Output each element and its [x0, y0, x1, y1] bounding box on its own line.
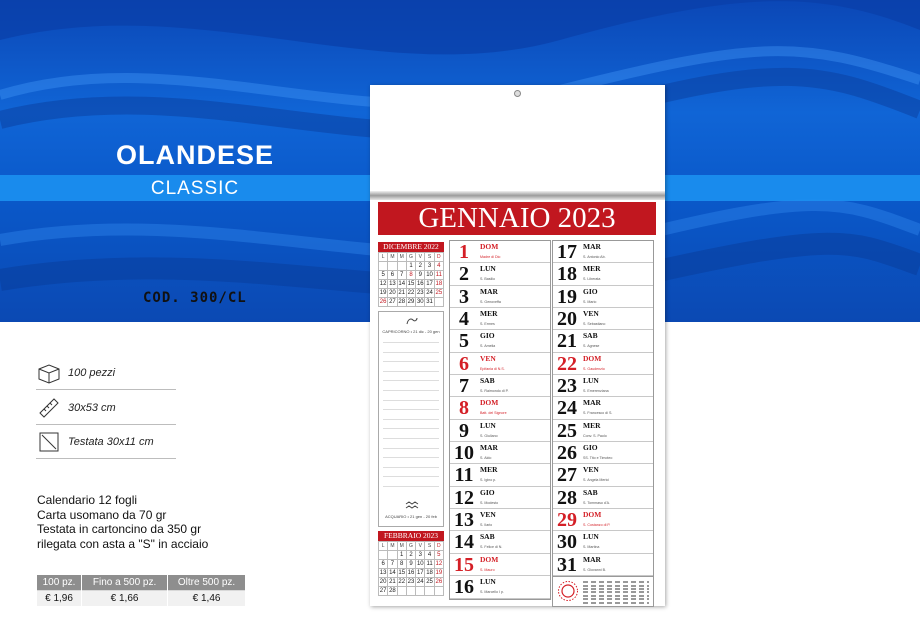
day-row — [450, 420, 550, 442]
zodiac-bottom: ACQUARIO • 21 gen - 20 feb — [385, 514, 437, 519]
saint-name: S. Basilio — [480, 277, 495, 282]
mini-day-cell: 1 — [407, 262, 416, 271]
mini-day-cell: 25 — [435, 290, 443, 296]
next-month-calendar — [378, 531, 444, 596]
day-row — [450, 576, 550, 598]
day-row — [553, 531, 653, 553]
weekday-initial: V — [416, 253, 425, 262]
day-row — [450, 241, 550, 263]
weekday-initial: D — [435, 542, 444, 551]
mini-day-cell: 20 — [389, 290, 396, 296]
day-number: 7 — [459, 375, 469, 398]
weekday-name: MER — [583, 420, 601, 430]
day-number: 21 — [557, 330, 577, 353]
day-row — [450, 442, 550, 464]
day-row — [553, 509, 653, 531]
saint-name: Conv. S. Paolo — [583, 433, 607, 438]
mini-day-cell: 12 — [435, 561, 443, 567]
weekday-initial: L — [379, 542, 388, 551]
weekday-name: LUN — [480, 264, 496, 274]
saint-name: S. Giovanni B. — [583, 567, 606, 572]
mini-day-cell: 29 — [407, 299, 415, 305]
mini-day-cell: 18 — [435, 281, 443, 287]
day-row — [553, 464, 653, 486]
saint-name: S. Igino p. — [480, 478, 497, 483]
mini-day-cell — [435, 298, 444, 307]
product-subtitle: CLASSIC — [150, 178, 240, 199]
metal-binding — [370, 191, 665, 200]
mini-day-cell: 31 — [426, 299, 433, 305]
weekday-name: SAB — [480, 532, 495, 542]
saint-name: S. Agnese — [583, 344, 600, 349]
weekday-name: DOM — [480, 398, 499, 408]
mini-day-cell: 5 — [379, 271, 388, 280]
day-number: 6 — [459, 352, 469, 375]
saint-name: S. Marcello I p. — [480, 590, 504, 595]
spec-quantity — [36, 360, 176, 390]
mini-day-cell: 20 — [379, 579, 387, 585]
day-row — [450, 464, 550, 486]
capricorn-icon — [405, 316, 419, 326]
mini-day-cell: 7 — [398, 271, 407, 280]
day-number: 26 — [557, 442, 577, 465]
saint-name: S. Francesco di S. — [583, 411, 613, 416]
day-row — [553, 353, 653, 375]
description-line: Testata in cartoncino da 350 gr — [37, 522, 202, 536]
mini-day-cell: 16 — [407, 570, 415, 576]
mini-day-cell: 14 — [398, 281, 406, 287]
weekday-name: DOM — [583, 353, 602, 363]
product-title: OLANDESE — [115, 140, 275, 170]
weekday-name: SAB — [583, 487, 598, 497]
day-number: 8 — [459, 397, 469, 420]
mini-day-cell: 2 — [416, 262, 425, 271]
weekday-initial: M — [398, 542, 407, 551]
month-heading: GENNAIO 2023 — [378, 202, 656, 235]
spec-quantity-label: 100 pezzi — [68, 367, 116, 379]
mini-day-cell: 15 — [407, 281, 415, 287]
day-number: 18 — [557, 263, 577, 286]
mini-day-cell: 27 — [379, 588, 387, 594]
day-number: 17 — [557, 241, 577, 263]
saint-name: S. Felice di N. — [480, 545, 503, 550]
weekday-name: GIO — [480, 331, 495, 341]
mini-day-cell: 13 — [389, 281, 396, 287]
saint-name: S. Martina — [583, 545, 600, 550]
mini-day-cell: 10 — [416, 561, 424, 567]
mini-day-cell: 10 — [426, 272, 433, 278]
product-code: COD. 300/CL — [143, 290, 247, 306]
mini-day-cell: 11 — [425, 560, 434, 569]
mini-day-cell — [435, 587, 444, 596]
description-line: Carta usomano da 70 gr — [37, 507, 167, 522]
day-row — [553, 330, 653, 352]
mini-day-cell: 13 — [379, 570, 387, 576]
saint-name: S. Raimondo di P. — [480, 389, 509, 394]
mini-day-cell: 15 — [398, 570, 406, 576]
mini-day-cell: 6 — [379, 560, 388, 569]
price-value: € 1,66 — [82, 590, 168, 606]
next-month-grid — [378, 541, 444, 596]
spec-header — [36, 429, 176, 459]
day-number: 12 — [454, 486, 474, 509]
saint-name: S. Mauro — [480, 567, 495, 572]
mini-day-cell: 27 — [389, 299, 396, 305]
mini-day-cell — [388, 551, 397, 560]
day-row — [553, 554, 653, 576]
saint-name: S. Angela Merici — [583, 478, 609, 483]
weekday-name: MAR — [583, 242, 601, 251]
day-row — [450, 554, 550, 576]
weekday-name: GIO — [583, 286, 598, 296]
day-number: 22 — [557, 352, 577, 375]
mini-day-cell: 23 — [407, 579, 415, 585]
weekday-name: VEN — [583, 465, 599, 475]
mini-day-cell: 18 — [426, 570, 433, 576]
day-row — [553, 397, 653, 419]
weekday-name: MER — [583, 264, 601, 274]
saint-name: S. Costanzo di P. — [583, 523, 611, 528]
weekday-name: GIO — [480, 487, 495, 497]
mini-day-cell — [379, 551, 388, 560]
mini-day-cell: 11 — [435, 271, 444, 280]
day-number: 23 — [557, 375, 577, 398]
saint-name: S. Aldo — [480, 456, 492, 461]
day-number: 29 — [557, 509, 577, 532]
day-number: 1 — [459, 241, 469, 263]
day-number: 19 — [557, 285, 577, 308]
mini-day-cell: 5 — [435, 551, 444, 560]
aquarius-icon — [405, 500, 419, 510]
weekday-name: MER — [480, 465, 498, 475]
weekday-name: VEN — [480, 510, 496, 520]
weekday-name: GIO — [583, 443, 598, 453]
mini-day-cell: 14 — [389, 570, 396, 576]
mini-day-cell: 16 — [416, 281, 424, 287]
day-number: 14 — [454, 531, 474, 554]
weekday-initial: G — [407, 542, 416, 551]
mini-day-cell — [398, 262, 407, 271]
day-row — [450, 308, 550, 330]
sun-icon — [557, 580, 579, 602]
saint-name: S. Giuliano — [480, 433, 498, 438]
weekday-name: VEN — [480, 353, 496, 363]
saint-name: S. Ermes — [480, 322, 495, 327]
mini-day-cell: 8 — [398, 560, 407, 569]
weekday-name: SAB — [480, 376, 495, 386]
saint-name: S. Tommaso d'A. — [583, 500, 610, 505]
mini-day-cell: 30 — [416, 299, 424, 305]
weekday-initial: V — [416, 542, 425, 551]
day-number: 20 — [557, 308, 577, 331]
weekday-initial: M — [388, 542, 397, 551]
mini-day-cell: 23 — [416, 290, 424, 296]
mini-day-cell: 22 — [407, 290, 415, 296]
day-row — [450, 397, 550, 419]
day-number: 9 — [459, 419, 469, 442]
day-row — [450, 531, 550, 553]
day-number: 16 — [454, 576, 474, 599]
mini-day-cell: 28 — [389, 588, 396, 594]
mini-day-cell: 24 — [416, 579, 424, 585]
day-row — [553, 375, 653, 397]
mini-day-cell: 9 — [407, 560, 416, 569]
mini-day-cell: 4 — [435, 262, 444, 271]
mini-day-cell: 8 — [407, 271, 416, 280]
weekday-initial: M — [398, 253, 407, 262]
day-row — [553, 241, 653, 263]
mini-day-cell: 21 — [389, 579, 396, 585]
day-row — [553, 420, 653, 442]
mini-day-cell: 12 — [379, 281, 387, 287]
day-number: 24 — [557, 397, 577, 420]
spec-size — [36, 395, 176, 425]
price-table — [37, 575, 246, 606]
day-row — [553, 442, 653, 464]
saint-name: S. Gaudenzio — [583, 366, 605, 371]
day-row — [450, 487, 550, 509]
saint-name: S. Sebastiano — [583, 322, 606, 327]
weekday-name: MER — [480, 309, 498, 319]
price-header: 100 pz. — [37, 575, 82, 590]
days-column-right — [552, 240, 654, 607]
mini-day-cell: 17 — [416, 570, 424, 576]
saint-name: Batt. del Signore — [480, 411, 507, 416]
weekday-initial: S — [425, 542, 434, 551]
mini-day-cell: 28 — [398, 299, 406, 305]
price-value: € 1,46 — [168, 590, 246, 606]
price-header: Fino a 500 pz. — [82, 575, 168, 590]
weekday-name: LUN — [583, 532, 599, 542]
mini-day-cell: 26 — [379, 299, 387, 305]
day-number: 25 — [557, 419, 577, 442]
box-icon — [36, 360, 62, 386]
day-number: 3 — [459, 285, 469, 308]
day-row — [450, 286, 550, 308]
mini-day-cell: 26 — [435, 579, 443, 585]
day-row — [450, 353, 550, 375]
dimension-icon — [36, 429, 62, 455]
day-row — [553, 263, 653, 285]
day-number: 28 — [557, 486, 577, 509]
day-row — [450, 375, 550, 397]
mini-day-cell: 2 — [407, 551, 416, 560]
mini-day-cell: 3 — [425, 262, 434, 271]
mini-day-cell: 4 — [425, 551, 434, 560]
weekday-name: MAR — [480, 443, 498, 453]
weekday-name: LUN — [480, 577, 496, 587]
mini-day-cell — [388, 262, 397, 271]
weekday-name: MAR — [583, 554, 601, 564]
day-number: 11 — [454, 464, 474, 487]
day-number: 2 — [459, 263, 469, 286]
mini-day-cell — [407, 587, 416, 596]
next-month-title: FEBBRAIO 2023 — [378, 531, 444, 541]
weekday-initial: M — [388, 253, 397, 262]
days-column-left — [449, 240, 551, 600]
mini-day-cell: 6 — [388, 271, 397, 280]
day-number: 10 — [454, 442, 474, 465]
mini-day-cell: 19 — [379, 290, 387, 296]
weekday-name: LUN — [583, 376, 599, 386]
weekday-name: DOM — [480, 242, 499, 251]
weekday-initial: L — [379, 253, 388, 262]
day-row — [450, 330, 550, 352]
day-number: 31 — [557, 553, 577, 576]
saint-name: S. Ilario — [480, 523, 493, 528]
mini-day-cell: 3 — [416, 551, 425, 560]
prev-month-calendar — [378, 242, 444, 307]
mini-day-cell — [379, 262, 388, 271]
saint-name: S. Liberata — [583, 277, 601, 282]
day-row — [553, 487, 653, 509]
prev-month-title: DICEMBRE 2022 — [378, 242, 444, 252]
mini-day-cell — [416, 587, 425, 596]
product-description — [37, 493, 208, 551]
saint-name: S. Emerenziana — [583, 389, 609, 394]
ruler-icon — [36, 395, 62, 421]
weekday-name: MAR — [583, 398, 601, 408]
mini-day-cell — [425, 587, 434, 596]
mini-day-cell: 17 — [426, 281, 433, 287]
day-number: 30 — [557, 531, 577, 554]
mini-day-cell: 21 — [398, 290, 406, 296]
saint-name: S. Mario — [583, 299, 597, 304]
calendar-preview — [370, 85, 665, 606]
weekday-name: MAR — [480, 286, 498, 296]
weekday-initial: S — [425, 253, 434, 262]
mini-day-cell: 7 — [388, 560, 397, 569]
mini-day-cell: 24 — [426, 290, 433, 296]
day-number: 5 — [459, 330, 469, 353]
mini-day-cell: 22 — [398, 579, 406, 585]
day-number: 27 — [557, 464, 577, 487]
saint-name: Madre di Dio — [480, 255, 501, 259]
spec-size-label: 30x53 cm — [68, 402, 116, 414]
weekday-name: VEN — [583, 309, 599, 319]
saint-name: S. Genoveffa — [480, 299, 501, 304]
saint-name: S. Modesto — [480, 500, 499, 505]
day-number: 15 — [454, 553, 474, 576]
weekday-name: DOM — [583, 510, 602, 520]
saint-name: Epifania di N.S. — [480, 366, 505, 371]
weekday-name: DOM — [480, 554, 499, 564]
prev-month-grid — [378, 252, 444, 307]
day-number: 13 — [454, 509, 474, 532]
saint-name: SS. Tito e Timoteo — [583, 456, 613, 461]
saint-name: S. Antonio Ab. — [583, 255, 606, 259]
weekday-initial: D — [435, 253, 444, 262]
saint-name: S. Amelia — [480, 344, 496, 349]
spec-header-label: Testata 30x11 cm — [68, 436, 154, 448]
weekday-initial: G — [407, 253, 416, 262]
day-row — [450, 509, 550, 531]
weekday-name: SAB — [583, 331, 598, 341]
mini-day-cell — [398, 587, 407, 596]
sun-moon-info — [553, 576, 653, 606]
mini-day-cell: 1 — [398, 551, 407, 560]
price-header: Oltre 500 pz. — [168, 575, 246, 590]
day-row — [553, 308, 653, 330]
weekday-name: LUN — [480, 420, 496, 430]
hanging-hole — [514, 90, 521, 97]
zodiac-top: CAPRICORNO • 21 dic - 20 gen — [382, 329, 440, 334]
day-number: 4 — [459, 308, 469, 331]
day-row — [450, 263, 550, 285]
description-line: Calendario 12 fogli — [37, 493, 138, 507]
day-row — [553, 286, 653, 308]
notes-panel — [378, 311, 444, 527]
price-value: € 1,96 — [37, 590, 82, 606]
mini-day-cell: 19 — [435, 570, 443, 576]
mini-day-cell: 25 — [426, 579, 433, 585]
mini-day-cell: 9 — [416, 271, 425, 280]
description-line: rilegata con asta a "S" in acciaio — [37, 536, 209, 551]
